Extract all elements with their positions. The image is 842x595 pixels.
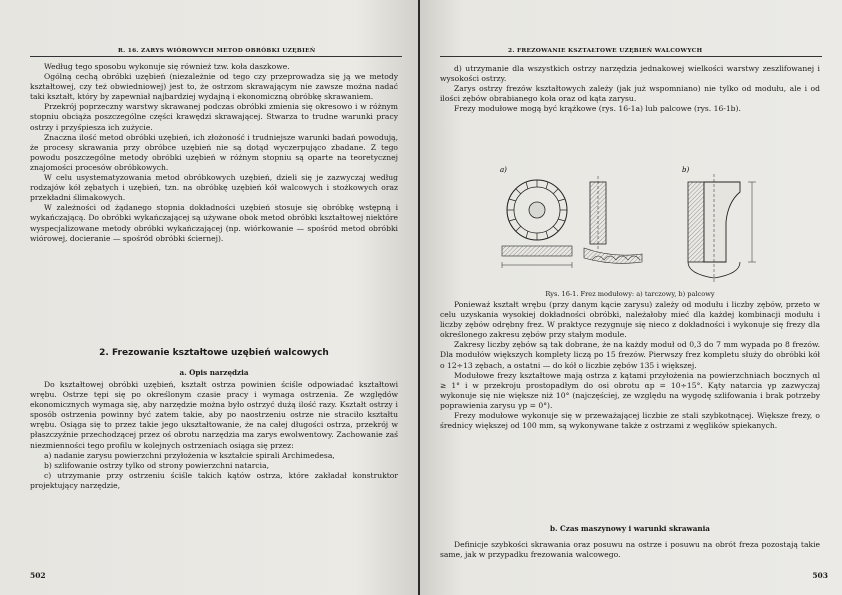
left-paragraph-3: Przekrój poprzeczny warstwy skrawanej podczas obróbki zmienia się okresowo i w różnym stopniu obciąża poszczególne części krawędzi skrawającej. Stwarza to trudne warunki pracy ostrzy i przyśpiesza ich zużycie. <box>30 102 398 132</box>
section-title: 2. Frezowanie kształtowe uzębień walcowych <box>99 348 329 358</box>
figure-caption: Rys. 16-1. Frez modułowy: a) tarczowy, b) palcowy <box>545 290 715 298</box>
right-paragraph-3: Frezy modułowe mogą być krążkowe (rys. 16-1a) lub palcowe (rys. 16-1b). <box>454 104 741 114</box>
disc-cutter-drawing <box>502 180 572 268</box>
figure-drawing <box>492 162 792 287</box>
left-list-item-b: b) szlifowanie ostrzy tylko od strony powierzchni natarcia, <box>44 460 270 470</box>
right-text-block-1 <box>440 64 820 114</box>
right-paragraph-1: d) utrzymanie dla wszystkich ostrzy narzędzia jednakowej wielkości warstwy zeszlifowanej i wysokości ostrzy. <box>440 64 820 84</box>
left-list-item-c: c) utrzymanie przy ostrzeniu ściśle takich kątów ostrza, które zakładał konstruktor projektujący narzędzie, <box>30 470 398 490</box>
right-page-number: 503 <box>812 571 828 580</box>
right-paragraph-4: Ponieważ kształt wrębu (przy danym kącie zarysu) zależy od modułu i liczby zębów, przeto w celu uzyskania wysokiej dokładności obróbki, należałoby mieć dla każdej kombinacji modułu i liczby zębów odrębny frez. W praktyce rezygnuje się nieco z dokładności i wykonuje się frezy dla określonego zakresu zębów przy stałym module. <box>440 300 820 340</box>
left-text-block-2 <box>30 380 398 491</box>
figure-label-a: a) <box>500 166 507 174</box>
right-paragraph-8: Definicje szybkości skrawania oraz posuwu na ostrze i posuwu na obrót freza pozostają takie same, jak w przypadku frezowania walcowego. <box>440 540 820 560</box>
figure-milling-cutters <box>492 162 792 287</box>
right-header-rule <box>440 56 822 57</box>
left-subsection-title: a. Opis narzędzia <box>179 368 249 377</box>
right-paragraph-5: Zakresy liczby zębów są tak dobrane, że na każdy moduł od 0,3 do 7 mm wypada po 8 frezów. Dla modułów większych komplety liczą po 15 frezów. Pierwszy frez kompletu służy do obróbki kół o 12÷13 zębach, a ostatni — do kół o liczbie zębów 135 i większej. <box>440 340 820 370</box>
left-paragraph-1: Według tego sposobu wykonuje się również tzw. koła daszkowe. <box>44 62 290 71</box>
left-list-item-a: a) nadanie zarysu powierzchni przyłożenia w kształcie spirali Archimedesa, <box>44 450 335 460</box>
left-paragraph-5: W celu usystematyzowania metod obróbkowych uzębień, dzieli się je zazwyczaj według rodzajów kół zębatych i uzębień, tzn. na obróbkę uzębień kół walcowych i stożkowych oraz przekładni ślimakowych. <box>30 173 398 203</box>
right-subsection-title: b. Czas maszynowy i warunki skrawania <box>550 524 710 533</box>
right-running-head: 2. FREZOWANIE KSZTAŁTOWE UZĘBIEŃ WALCOWYCH <box>508 48 703 54</box>
left-page <box>0 0 418 595</box>
disc-cutter-profile-drawing <box>584 176 642 263</box>
right-page <box>420 0 842 595</box>
left-running-head: R. 16. ZARYS WIÓROWYCH METOD OBRÓBKI UZĘBIEŃ <box>118 48 316 54</box>
left-header-rule <box>30 56 402 57</box>
end-mill-drawing <box>688 174 756 282</box>
left-paragraph-2: Ogólną cechą obróbki uzębień (niezależnie od tego czy przeprowadza się ją we metody kształtowej, czy też obwiedniowej) jest to, że ostrzom skrawającym nie zawsze można nadać taki kształt, który by zapewniał najbardziej wydajną i ekonomiczną obróbkę skrawaniem. <box>30 72 398 102</box>
right-text-block-2 <box>440 300 820 431</box>
left-paragraph-6: W zależności od żądanego stopnia dokładności uzębień stosuje się obróbkę wstępną i wykańczającą. Do obróbki wykańczającej są używane obok metod obróbki kształtowej niektóre wyspecjalizowane metody obróbki wykańczającej (np. wiórkowanie — spośród metod obróbki wiórowej, docieranie — spośród obróbki ściernej). <box>30 203 398 243</box>
right-text-block-3 <box>440 540 820 560</box>
left-paragraph-7: Do kształtowej obróbki uzębień, kształt ostrza powinien ściśle odpowiadać kształtowi wrębu. Ostrze tępi się po określonym czasie pracy i wymaga ostrzenia. Ze względów ekonomicznych wymaga się, aby narzędzie można było ostrzyć dużą ilość razy. Kształt ostrzy i sposób ostrzenia powinny być zatem takie, aby po naostrzeniu ostrze nie straciło kształtu wrębu. Osiąga się to przez takie jego ukształtowanie, że na całej długości ostrza, przekrój w płaszczyźnie przechodzącej przez oś obrotu narzędzia ma zarys ewolwentowy. Zachowanie zaś niezmienności tego profilu w kolejnych ostrzeniach osiąga się przez: <box>30 380 398 450</box>
left-text-block-1 <box>30 62 398 244</box>
right-paragraph-2: Zarys ostrzy frezów kształtowych zależy (jak już wspomniano) nie tylko od modułu, ale i od ilości zębów obrabianego koła oraz od kąta zarysu. <box>440 84 820 104</box>
right-paragraph-6: Modułowe frezy kształtowe mają ostrza z kątami przyłożenia na powierzchniach bocznych αl ≥ 1° i w przekroju prostopadłym do osi obrotu αp = 10÷15°. Kąty natarcia γp zazwyczaj wykonuje się nie większe niż 10° (najczęściej, ze względu na wygodę szlifowania i brak potrzeby poprawienia zarysu γp = 0°). <box>440 370 820 410</box>
right-paragraph-7: Frezy modułowe wykonuje się w przeważającej liczbie ze stali szybkotnącej. Większe frezy, o średnicy większej od 100 mm, są wykonywane także z ostrzami z węglików spiekanych. <box>440 411 820 431</box>
left-paragraph-4: Znaczna ilość metod obróbki uzębień, ich złożoność i trudniejsze warunki badań powodują, że procesy skrawania przy obróbce uzębień nie są dotąd wyczerpująco zbadane. Z tego powodu poszczególne metody obróbki uzębień w różnym stopniu są oparte na teoretycznej znajomości procesów obróbkowych. <box>30 132 398 172</box>
figure-label-b: b) <box>682 166 690 174</box>
left-page-number: 502 <box>30 571 46 580</box>
